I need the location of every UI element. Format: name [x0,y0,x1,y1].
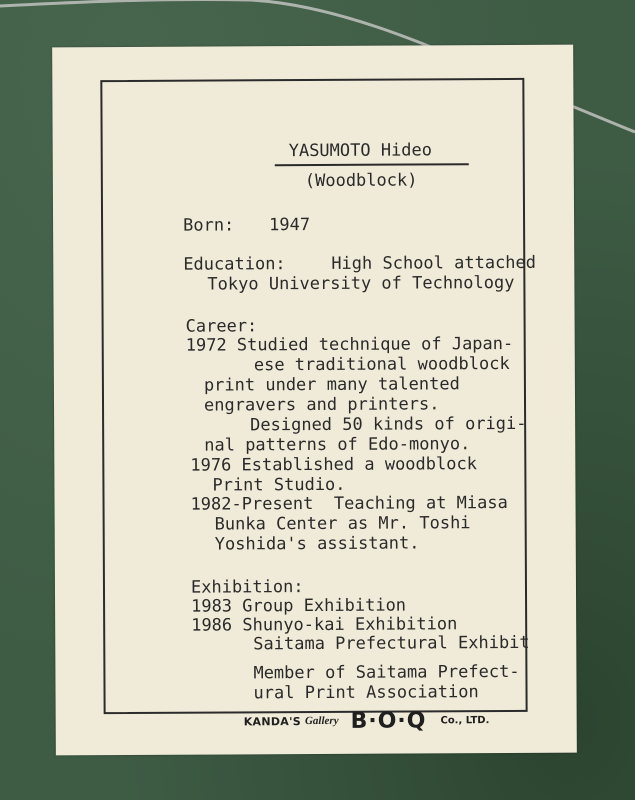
career-line: engravers and printers. [203,394,440,416]
career-line: Yoshida's assistant. [214,533,420,555]
education-line: High School attached [331,252,537,274]
company-suffix: Co., LTD. [440,714,490,726]
gallery-logo-boq: B·O·Q [350,707,427,734]
career-line: Designed 50 kinds of origi- [250,413,527,436]
career-line: 1976 Established a woodblock [190,454,477,476]
career-line: 1982-Present Teaching at Miasa [190,492,508,515]
exhibition-line: 1983 Group Exhibition [191,595,407,617]
artist-name: YASUMOTO Hideo [288,140,433,162]
career-line: nal patterns of Edo-monyo. [204,434,471,456]
career-line: print under many talented [203,374,460,396]
career-line: 1972 Studied technique of Japan- [185,333,514,356]
career-line: ese traditional woodblock [253,353,510,376]
born-label: Born: [183,215,235,236]
career-line: Bunka Center as Mr. Toshi [214,513,471,535]
career-label: Career: [185,316,258,337]
name-underline [275,163,469,166]
medium: (Woodblock) [304,170,418,192]
exhibition-line: Saitama Prefectural Exhibit [253,632,530,655]
membership-line: ural Print Association [253,682,479,704]
label-border [100,78,537,734]
exhibition-line: 1986 Shunyo-kai Exhibition [191,614,458,636]
exhibition-label: Exhibition: [190,577,304,598]
education-line: Tokyo University of Technology [207,272,515,295]
gallery-owner: KANDA'S [243,714,301,728]
gallery-imprint [244,706,490,735]
gallery-word: Gallery [304,714,339,728]
education-label: Education: [183,254,286,275]
born-year: 1947 [269,215,311,236]
artist-label-card [52,45,577,756]
career-line: Print Studio. [212,474,346,496]
membership-line: Member of Saitama Prefect- [253,661,520,684]
